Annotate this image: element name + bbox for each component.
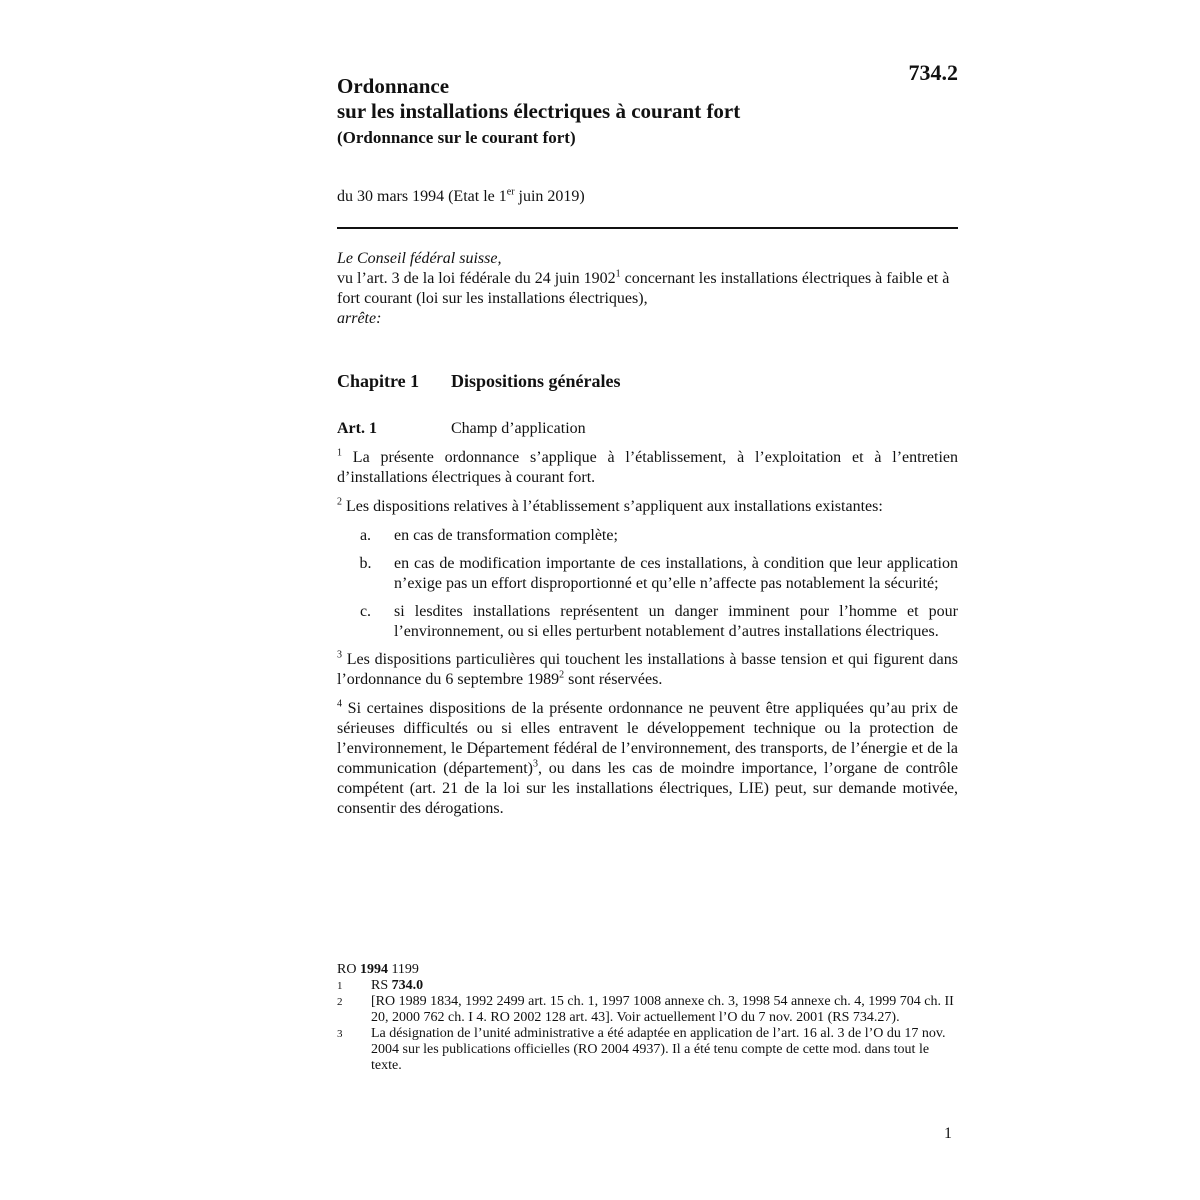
article-title: Champ d’application: [451, 420, 586, 437]
paragraph-2-text: Les dispositions relatives à l’établissement s’appliquent aux installations existantes:: [342, 498, 883, 515]
preamble: [337, 249, 958, 329]
footnote-ref-3[interactable]: 3: [533, 758, 539, 770]
paragraph-4-number: 4: [337, 698, 342, 710]
ro-reference: [337, 962, 958, 978]
list-text: si lesdites installations représentent un danger imminent pour l’homme et pour l’environnement, ou si elles perturbent notablement d’autres installations électriques.: [394, 603, 958, 640]
date-suffix: juin 2019): [514, 188, 585, 205]
paragraph-1: [337, 448, 958, 488]
paragraph-1-number: 1: [337, 447, 342, 459]
list-item: [337, 602, 958, 642]
enactment-date: [337, 187, 958, 207]
footnote-key: 3: [337, 1028, 343, 1040]
paragraph-4-text-a: Si certaines dispositions de la présente ordonnance ne peuvent être appliquées qu’au prix de sérieuses difficultés ou si elles entravent le développement technique ou la protection de l’environnement, le Département fédéral de l’environnement, des transports, de l’énergie et de la communication (département): [337, 700, 958, 777]
ro-prefix: RO: [337, 962, 360, 977]
page-number: 1: [944, 1125, 952, 1142]
fn1-prefix: RS: [371, 978, 392, 993]
chapter-number: Chapitre 1: [337, 371, 420, 391]
paragraph-2-number: 2: [337, 496, 342, 508]
title-line-2: sur les installations électriques à courant fort: [337, 99, 741, 123]
footnote-2: [337, 994, 958, 1026]
footnote-ref-2[interactable]: 2: [559, 669, 565, 681]
list-text: en cas de modification importante de ces installations, à condition que leur application n’exige pas un effort disproportionné et qu’elle n’affecte pas notablement la sécurité;: [394, 555, 958, 592]
footnote-3: [337, 1026, 958, 1074]
footnote-text: La désignation de l’unité administrative a été adaptée en application de l’art. 16 al. 3 de l’O du 17 nov. 2004 sur les publications officielles (RO 2004 4937). Il a été tenu compte de cette mod. dans tout le texte.: [371, 1026, 946, 1073]
article-heading: [337, 419, 958, 439]
subtitle: (Ordonnance sur le courant fort): [337, 128, 576, 147]
chapter-heading: [337, 370, 958, 392]
chapter-title: Dispositions générales: [451, 371, 621, 391]
basis-text-1: vu l’art. 3 de la loi fédérale du 24 juin 1902: [337, 270, 616, 287]
footnote-key: 1: [337, 980, 343, 992]
footnote-ref-1[interactable]: 1: [615, 268, 621, 280]
basis-text-2: concernant les installations électriques à faible et à fort courant (loi sur les installations électriques),: [337, 270, 950, 307]
list-text: en cas de transformation complète;: [394, 527, 618, 544]
paragraph-2: [337, 497, 958, 517]
list-item: [337, 526, 958, 546]
footnote-text: [371, 978, 958, 994]
header-divider: [337, 227, 958, 229]
list-letter: a.: [359, 527, 372, 544]
paragraph-4-text-b: , ou dans les cas de moindre importance, l’organe de contrôle compétent (art. 21 de la loi sur les installations électriques, LIE) peut, sur demande motivée, consentir des dérogations.: [337, 760, 958, 817]
ro-page: 1199: [387, 962, 419, 977]
fn1-number: 734.0: [391, 978, 424, 993]
preamble-basis: [337, 269, 958, 309]
article-number: Art. 1: [337, 420, 377, 437]
date-sup: er: [506, 186, 515, 198]
paragraph-3-number: 3: [337, 649, 342, 661]
footnote-1: [337, 978, 958, 994]
paragraph-4: [337, 699, 958, 819]
title-line-1: Ordonnance: [337, 74, 450, 98]
list-letter: c.: [359, 603, 372, 620]
preamble-decree: arrête:: [337, 310, 382, 327]
list-item: [337, 554, 958, 594]
paragraph-3-text-b: sont réservées.: [564, 671, 663, 688]
enumeration-list: [337, 526, 958, 642]
footnotes: [337, 962, 958, 1074]
list-letter: b.: [359, 555, 372, 572]
preamble-authority: Le Conseil fédéral suisse,: [337, 250, 502, 267]
sr-number: 734.2: [908, 60, 958, 85]
paragraph-1-text: La présente ordonnance s’applique à l’établissement, à l’exploitation et à l’entretien d’installations électriques à courant fort.: [337, 449, 958, 486]
date-prefix: du 30 mars 1994 (Etat le 1: [337, 188, 507, 205]
paragraph-3: [337, 650, 958, 690]
ro-year: 1994: [359, 962, 388, 977]
paragraph-3-text-a: Les dispositions particulières qui touchent les installations à basse tension et qui figurent dans l’ordonnance du 6 septembre 1989: [337, 651, 958, 688]
footnote-text: [RO 1989 1834, 1992 2499 art. 15 ch. 1, 1997 1008 annexe ch. 3, 1998 54 annexe ch. 4, 1999 704 ch. II 20, 2000 762 ch. I 4. RO 2002 128 art. 43]. Voir actuellement l’O du 7 nov. 2001 (RS 734.27).: [371, 994, 954, 1025]
footnote-key: 2: [337, 996, 343, 1008]
document-body: [337, 60, 958, 819]
